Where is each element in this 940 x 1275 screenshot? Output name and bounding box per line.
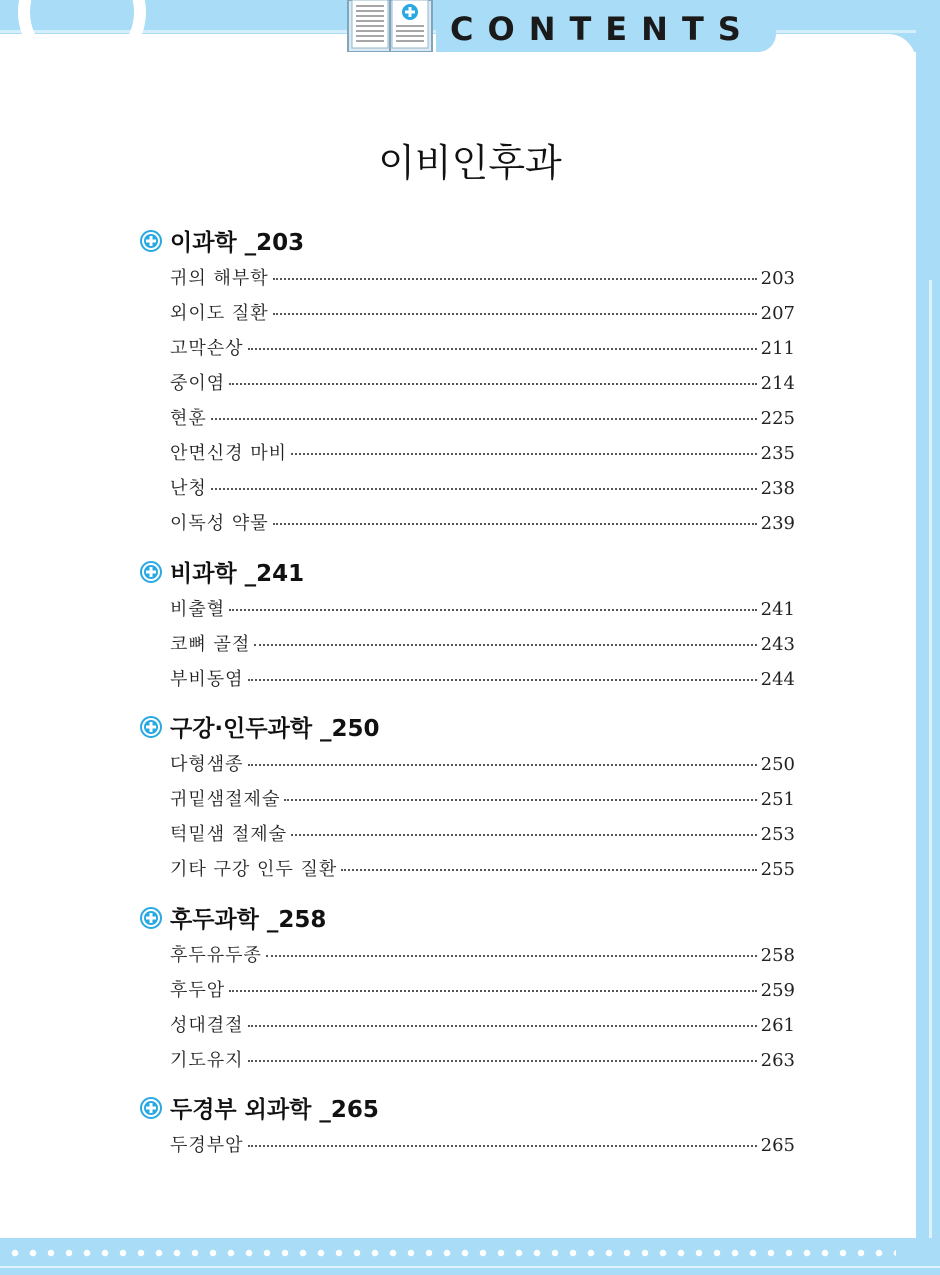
entry-label: 다형샘종 bbox=[170, 754, 244, 775]
toc-entry[interactable] bbox=[170, 334, 795, 360]
toc-entry[interactable] bbox=[170, 369, 795, 395]
plus-circle-icon bbox=[140, 1097, 162, 1119]
dot-leader bbox=[273, 278, 757, 280]
section-heading bbox=[140, 901, 326, 934]
entry-label: 후두암 bbox=[170, 980, 226, 1001]
toc-entry[interactable] bbox=[170, 1011, 795, 1037]
toc-entry[interactable] bbox=[170, 439, 795, 465]
entry-label: 귀의 해부학 bbox=[170, 268, 269, 289]
entry-page: 263 bbox=[760, 1050, 795, 1071]
toc-entry[interactable] bbox=[170, 630, 795, 656]
entry-page: 244 bbox=[760, 669, 795, 690]
entry-label: 두경부암 bbox=[170, 1135, 244, 1156]
toc-entry[interactable] bbox=[170, 941, 795, 967]
toc-entry[interactable] bbox=[170, 509, 795, 535]
dot-leader bbox=[254, 644, 756, 646]
entry-page: 251 bbox=[760, 789, 795, 810]
footer-stripe bbox=[0, 1266, 940, 1268]
toc-entry[interactable] bbox=[170, 820, 795, 846]
section-title: 두경부 외과학 _265 bbox=[170, 1097, 379, 1123]
toc-entry[interactable] bbox=[170, 299, 795, 325]
entry-page: 265 bbox=[760, 1135, 795, 1156]
entry-label: 후두유두종 bbox=[170, 945, 262, 966]
entry-label: 중이염 bbox=[170, 373, 226, 394]
section-heading bbox=[140, 710, 380, 743]
entry-page: 255 bbox=[760, 859, 795, 880]
toc-entry[interactable] bbox=[170, 665, 795, 691]
dot-leader bbox=[211, 488, 757, 490]
toc-entry[interactable] bbox=[170, 404, 795, 430]
toc-entry[interactable] bbox=[170, 1046, 795, 1072]
entry-page: 243 bbox=[760, 634, 795, 655]
section-title: 이과학 _203 bbox=[170, 230, 305, 256]
section-title: 후두과학 _258 bbox=[170, 907, 327, 933]
entry-page: 214 bbox=[760, 373, 795, 394]
entry-page: 261 bbox=[760, 1015, 795, 1036]
right-border-band bbox=[916, 0, 940, 1275]
entry-label: 비출혈 bbox=[170, 599, 226, 620]
dot-leader bbox=[266, 955, 757, 957]
entry-page: 207 bbox=[760, 303, 795, 324]
dot-leader bbox=[248, 679, 757, 681]
entry-label: 부비동염 bbox=[170, 669, 244, 690]
entry-label: 외이도 질환 bbox=[170, 303, 269, 324]
entry-label: 고막손상 bbox=[170, 338, 244, 359]
toc-entry[interactable] bbox=[170, 785, 795, 811]
right-border-line bbox=[929, 280, 932, 1240]
dot-leader bbox=[229, 383, 756, 385]
entry-label: 이독성 약물 bbox=[170, 513, 269, 534]
dot-leader bbox=[248, 764, 757, 766]
entry-page: 241 bbox=[760, 599, 795, 620]
entry-page: 203 bbox=[760, 268, 795, 289]
dot-leader bbox=[284, 799, 756, 801]
toc-entry[interactable] bbox=[170, 1131, 795, 1157]
dot-leader bbox=[291, 834, 757, 836]
dot-leader bbox=[211, 418, 757, 420]
dot-leader bbox=[248, 1025, 757, 1027]
entry-label: 기도유지 bbox=[170, 1050, 244, 1071]
entry-label: 코뼈 골절 bbox=[170, 634, 251, 655]
chapter-title: 이비인후과 bbox=[378, 141, 562, 185]
toc-entry[interactable] bbox=[170, 264, 795, 290]
toc-entry[interactable] bbox=[170, 474, 795, 500]
toc-entry[interactable] bbox=[170, 750, 795, 776]
section-heading bbox=[140, 1091, 379, 1124]
toc-entry[interactable] bbox=[170, 976, 795, 1002]
dot-leader bbox=[248, 1060, 757, 1062]
entry-page: 259 bbox=[760, 980, 795, 1001]
plus-circle-icon bbox=[140, 561, 162, 583]
entry-page: 250 bbox=[760, 754, 795, 775]
entry-page: 239 bbox=[760, 513, 795, 534]
entry-label: 성대결절 bbox=[170, 1015, 244, 1036]
section-heading bbox=[140, 224, 304, 257]
toc-entry[interactable] bbox=[170, 855, 795, 881]
entry-page: 253 bbox=[760, 824, 795, 845]
entry-page: 258 bbox=[760, 945, 795, 966]
contents-heading: CONTENTS bbox=[450, 10, 755, 48]
entry-label: 귀밑샘절제술 bbox=[170, 789, 281, 810]
entry-label: 턱밑샘 절제술 bbox=[170, 824, 288, 845]
plus-circle-icon bbox=[140, 230, 162, 252]
dot-leader bbox=[248, 348, 757, 350]
entry-page: 225 bbox=[760, 408, 795, 429]
section-title: 구강·인두과학 _250 bbox=[170, 716, 380, 742]
plus-circle-icon bbox=[140, 907, 162, 929]
entry-page: 235 bbox=[760, 443, 795, 464]
entry-page: 238 bbox=[760, 478, 795, 499]
entry-page: 211 bbox=[760, 338, 795, 359]
toc-entry[interactable] bbox=[170, 595, 795, 621]
entry-label: 현훈 bbox=[170, 408, 207, 429]
dot-leader bbox=[229, 990, 756, 992]
footer-dots-decoration bbox=[6, 1248, 896, 1258]
entry-label: 기타 구강 인두 질환 bbox=[170, 859, 338, 880]
section-heading bbox=[140, 555, 304, 588]
section-title: 비과학 _241 bbox=[170, 561, 305, 587]
dot-leader bbox=[273, 523, 757, 525]
dot-leader bbox=[273, 313, 757, 315]
entry-label: 난청 bbox=[170, 478, 207, 499]
dot-leader bbox=[291, 453, 757, 455]
entry-label: 안면신경 마비 bbox=[170, 443, 288, 464]
plus-circle-icon bbox=[140, 716, 162, 738]
book-icon bbox=[346, 0, 434, 52]
dot-leader bbox=[341, 869, 756, 871]
dot-leader bbox=[248, 1145, 757, 1147]
dot-leader bbox=[229, 609, 756, 611]
